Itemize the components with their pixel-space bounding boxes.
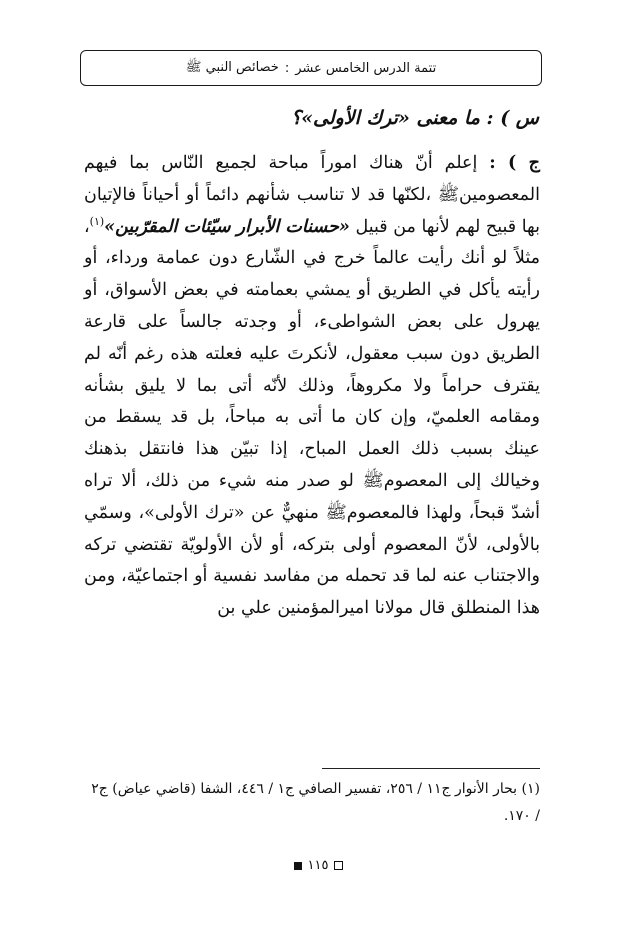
footnote: (١) بحار الأنوار ج١١ / ٢٥٦، تفسير الصافي ج١ / ٤٤٦، الشفا (قاضي عياض) ج٢ / ١٧٠. (91, 781, 540, 824)
answer-quote: «حسنات الأبرار سيّئات المقرّبين» (104, 216, 350, 237)
page-number: ١١٥ (307, 858, 329, 873)
question-suffix: ؟ (291, 107, 302, 129)
answer-part-2: ، مثلاً لو أنك رأيت عالماً خرج في الشّارع دون عمامة ورداء، أو رأيته يأكل في الطريق أو يمشي بعمامته في بعض الأسواق، أو يهرول على بعض الشواطىء، أو وجدته جالساً على قارعة الطريق دون سبب معقول، لأنكرتَ عليه فعلته هذه رغم أنّه لم يقترف حراماً ولا مكروهاً، وذلك لأنّه أتى بما لا يليق بشأنه ومقامه العلميّ، وإن كان ما أتى به مباحاً، بل قد يسقط من عينك بسبب ذلك العمل المباح، إذا تبيّن هذا فانتقل بذهنك وخيالك إلى المعصومﷺ لو صدر منه شيء من ذلك، ألا تراه أشدّ قبحاً، ولهذا فالمعصومﷺ منهيٌّ عن «ترك الأولى»، وسمّي بالأولى، لأنّ المعصوم أولى بتركه، أو لأن الأولويّة تقتضي تركه والاجتناب عنه لما قد تحمله من مفاسد نفسية أو اجتماعيّة، ومن هذا المنطلق قال مولانا اميرالمؤمنين علي بن (84, 216, 540, 619)
footnote-divider (322, 768, 540, 769)
answer-paragraph (84, 148, 540, 625)
question-title: «ترك الأولى» (301, 107, 410, 129)
footnote-reference[interactable]: (١) (89, 214, 105, 228)
filled-square-icon (294, 862, 302, 870)
page-footer (0, 858, 637, 873)
header-lesson: تتمة الدرس الخامس عشر (295, 60, 437, 76)
question-heading (99, 107, 539, 129)
answer-lead: ج ) : (489, 153, 540, 173)
header-separator: : (284, 60, 290, 76)
question-prefix: س ) : ما معنى (416, 107, 539, 129)
empty-square-icon (334, 861, 343, 870)
running-header (80, 50, 542, 86)
answer-part-1: إعلم أنّ هناك اموراً مباحة لجميع النّاس بما فيهم المعصومينﷺ ،لكنّها قد لا تناسب شأنهم دائماً أو أحياناً فالإتيان بها قبيح لهم لأنها من قبيل (84, 153, 540, 237)
header-topic: خصائص النبي ﷺ (185, 59, 279, 75)
